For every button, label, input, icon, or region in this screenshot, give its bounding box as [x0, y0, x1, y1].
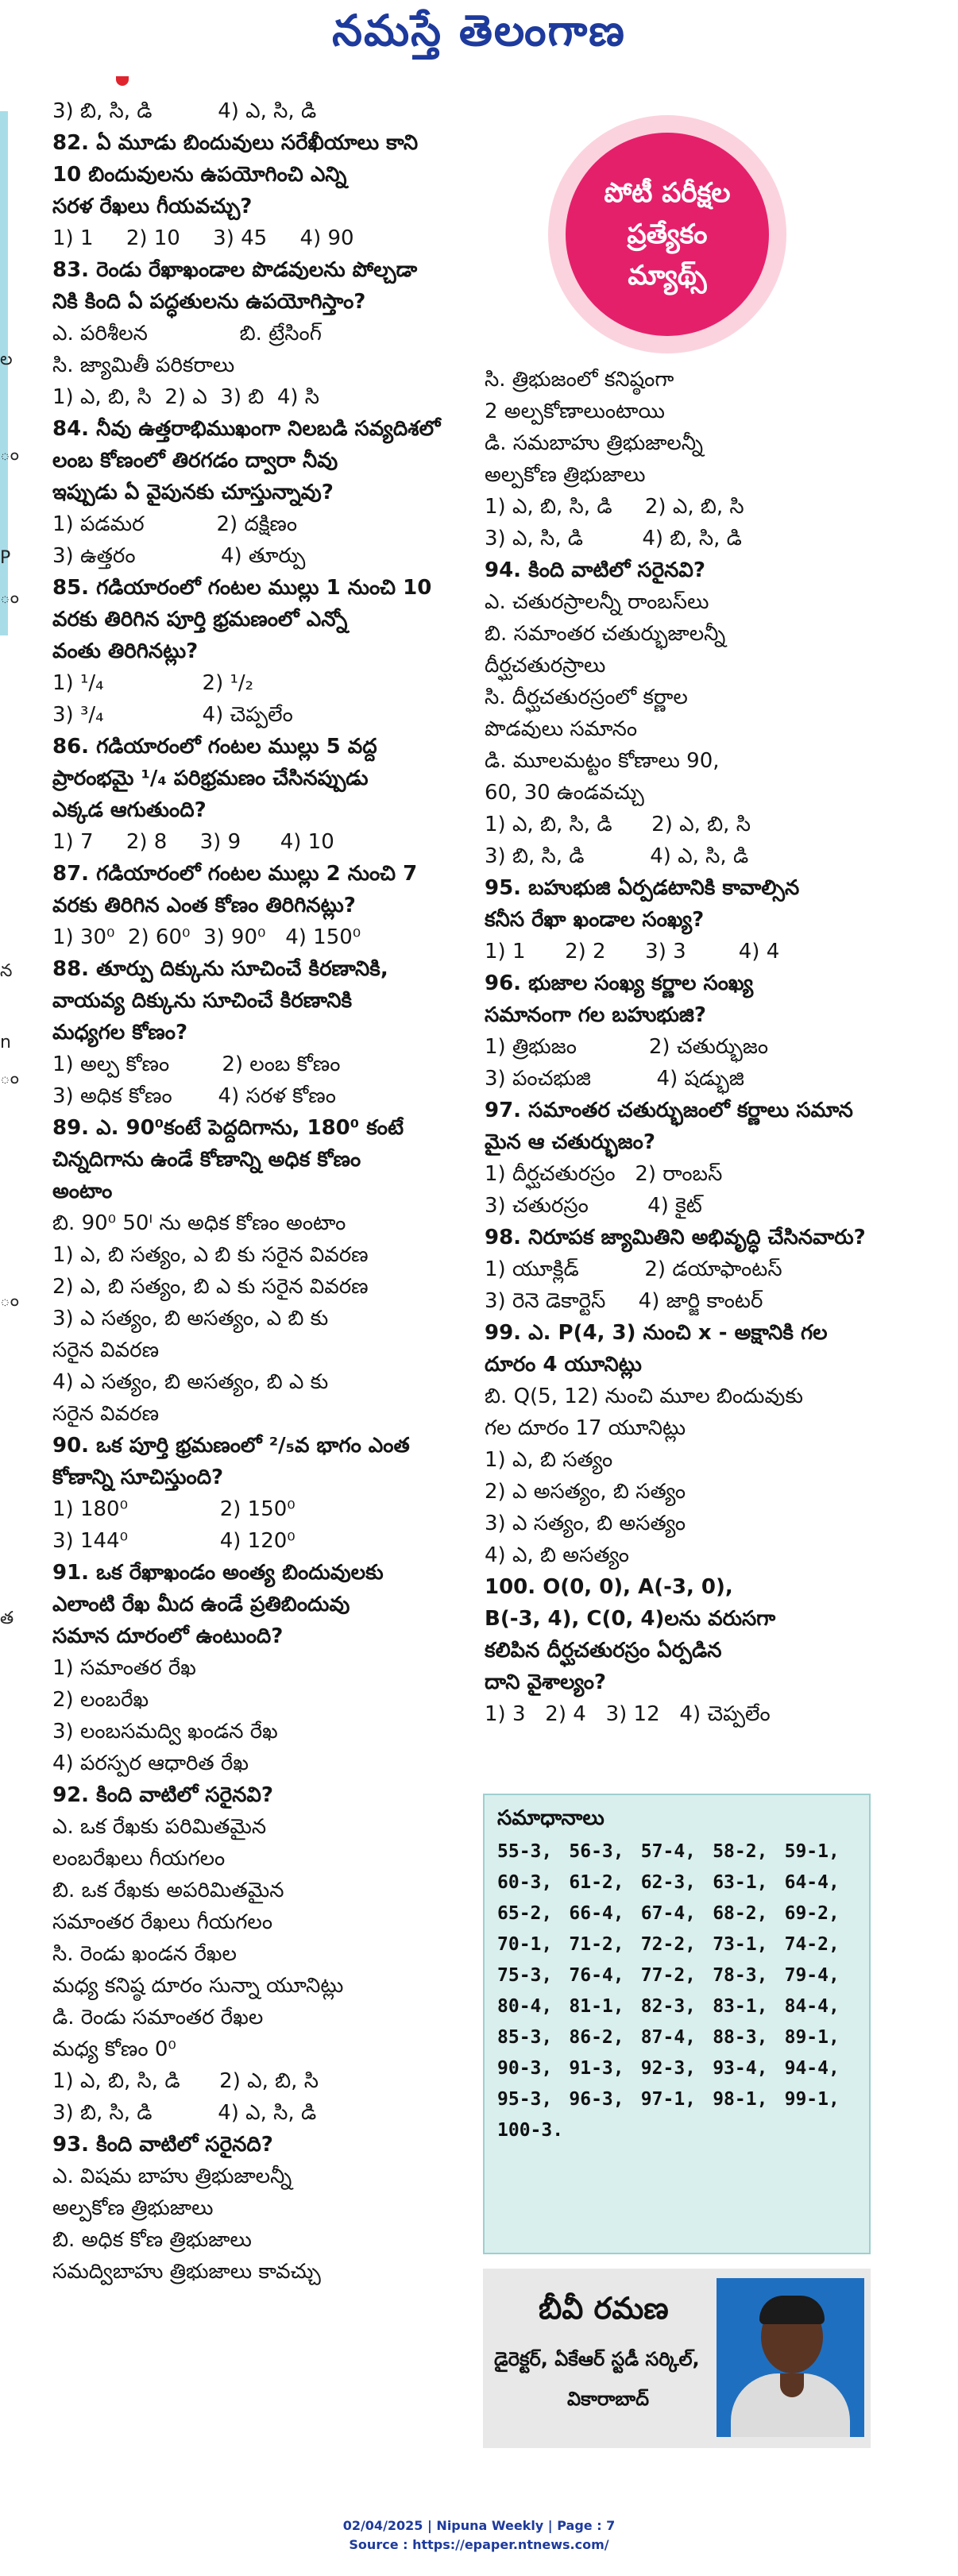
option-line: ఎ. పరిశీలన బి. ట్రేసింగ్: [52, 322, 322, 346]
question-text-continued: చిన్నదిగాను ఉండే కోణాన్ని అధిక కోణం: [52, 1148, 361, 1172]
option-line: 2 అల్పకోణాలుంటాయి: [485, 400, 665, 423]
answer-item: 89-1,: [784, 2027, 840, 2048]
question-text-continued: దాని వైశాల్యం?: [485, 1670, 606, 1694]
answer-item: 86-2,: [569, 2027, 624, 2048]
answer-item: 95-3,: [497, 2089, 553, 2110]
answer-item: 64-4,: [784, 1872, 840, 1893]
option-line: డి. సమబాహు త్రిభుజాలన్నీ: [485, 431, 703, 455]
question-line: [52, 953, 465, 985]
question-text-continued: 10 బిందువులను ఉపయోగించి ఎన్ని: [52, 163, 347, 187]
answer-item: 62-3,: [640, 1872, 697, 1893]
option-line: 3) ఉత్తరం 4) తూర్పు: [52, 544, 306, 568]
question-text: బహుభుజి ఏర్పడటానికి కావాల్సిన: [528, 876, 800, 900]
question-text-continued: నికి కింది ఏ పద్ధతులను ఉపయోగిస్తాం?: [52, 290, 366, 314]
option-line: 2) ఎ, బి సత్యం, బి ఎ కు సరైన వివరణ: [52, 1275, 369, 1299]
answer-item: 55-3,: [497, 1841, 553, 1862]
left-column: [52, 95, 465, 2288]
author-designation: డైరెక్టర్, ఏకేఆర్ స్టడీ సర్కిల్,: [494, 2348, 700, 2370]
option-line: 1) ఎ, బి, సి 2) ఎ 3) బి 4) సి: [52, 385, 320, 409]
question-number: 91.: [52, 1561, 97, 1585]
question-text-continued: మైన ఆ చతుర్భుజం?: [485, 1130, 655, 1154]
option-line: 3) పంచభుజి 4) షడ్భుజి: [485, 1067, 744, 1091]
question-number: 88.: [52, 957, 97, 981]
option-line: 1) 1 2) 2 3) 3 4) 4: [485, 940, 780, 964]
option-line: 1) 30⁰ 2) 60⁰ 3) 90⁰ 4) 150⁰: [52, 925, 361, 949]
option-line: సి. రెండు ఖండన రేఖల: [52, 1942, 237, 1966]
question-text: భుజాల సంఖ్య కర్ణాల సంఖ్య: [528, 971, 754, 995]
footer: [0, 2516, 958, 2555]
answer-item: 56-3,: [569, 1841, 624, 1862]
answer-item: 97-1,: [640, 2089, 697, 2110]
option-line: 3) 144⁰ 4) 120⁰: [52, 1529, 296, 1553]
question-number: 94.: [485, 558, 529, 582]
answer-item: 88-3,: [713, 2027, 768, 2048]
option-line: 1) 3 2) 4 3) 12 4) చెప్పలేం: [485, 1702, 771, 1726]
question-text-continued: కలిపిన దీర్ఘచతురస్రం ఏర్పడిన: [485, 1639, 722, 1663]
option-line: 1) ¹/₄ 2) ¹/₂: [52, 671, 254, 695]
question-number: 82.: [52, 131, 97, 155]
edge-character: ం: [0, 445, 19, 465]
question-line: [485, 1571, 882, 1603]
answer-item: 76-4,: [569, 1965, 624, 1986]
answer-item: 80-4,: [497, 1996, 553, 2017]
question-number: 96.: [485, 971, 529, 995]
footer-source: Source : https://epaper.ntnews.com/: [349, 2537, 609, 2552]
answer-item: 66-4,: [569, 1903, 624, 1924]
question-text-continued: ఇప్పుడు ఏ వైపునకు చూస్తున్నావు?: [52, 481, 334, 504]
option-line: 3) బి, సి, డి 4) ఎ, సి, డి: [52, 2101, 317, 2125]
question-line: [485, 967, 882, 999]
option-line: 1) ఎ, బి, సి, డి 2) ఎ, బి, సి: [485, 813, 751, 836]
question-number: 89.: [52, 1116, 97, 1140]
option-line: డి. రెండు సమాంతర రేఖల: [52, 2006, 264, 2030]
question-text-continued: సమాన దూరంలో ఉంటుంది?: [52, 1624, 284, 1648]
answer-item: 61-2,: [569, 1872, 624, 1893]
answer-item: 83-1,: [713, 1996, 768, 2017]
question-text-continued: ప్రారంభమై ¹/₄ పరిభ్రమణం చేసినప్పుడు: [52, 767, 369, 790]
option-line: 4) పరస్పర ఆధారిత రేఖ: [52, 1751, 249, 1775]
question-number: 85.: [52, 576, 97, 600]
question-number: 87.: [52, 862, 97, 886]
question-text: O(0, 0), A(-3, 0),: [543, 1575, 733, 1599]
answer-item: 70-1,: [497, 1934, 553, 1955]
option-line: పొడవులు సమానం: [485, 717, 638, 741]
option-line: డి. మూలమట్టం కోణాలు 90,: [485, 749, 720, 773]
answer-item: 65-2,: [497, 1903, 553, 1924]
question-number: 95.: [485, 876, 529, 900]
option-line: 2) లంబరేఖ: [52, 1688, 149, 1712]
question-text: గడియారంలో గంటల ముల్లు 5 వద్ద: [96, 735, 377, 759]
author-location: వికారాబాద్: [567, 2388, 650, 2410]
option-line: మధ్య కనిష్ఠ దూరం సున్నా యూనిట్లు: [52, 1974, 344, 1998]
option-line: 1) ఎ, బి, సి, డి 2) ఎ, బి, సి: [485, 495, 744, 519]
question-line: [52, 1557, 465, 1589]
edge-character: ం: [0, 1068, 19, 1088]
question-text-continued: సమానంగా గల బహుభుజి?: [485, 1003, 706, 1027]
question-number: 99.: [485, 1321, 529, 1345]
edge-character: P: [0, 548, 11, 568]
answer-item: 75-3,: [497, 1965, 553, 1986]
option-line: 60, 30 ఉండవచ్చు: [485, 781, 644, 805]
answer-item: 99-1,: [784, 2089, 840, 2110]
badge-line-3: మ్యాథ్స్: [628, 260, 707, 292]
footer-date-page: 02/04/2025 | Nipuna Weekly | Page : 7: [342, 2518, 616, 2533]
option-line: 4) ఎ సత్యం, బి అసత్యం, బి ఎ కు: [52, 1370, 329, 1394]
question-line: [52, 572, 465, 604]
question-line: [485, 1095, 882, 1126]
question-line: [52, 127, 465, 159]
option-line: 1) సమాంతర రేఖ: [52, 1656, 196, 1680]
question-text: గడియారంలో గంటల ముల్లు 2 నుంచి 7: [96, 862, 418, 886]
option-line: 1) అల్ప కోణం 2) లంబ కోణం: [52, 1052, 341, 1076]
answer-item: 90-3,: [497, 2058, 553, 2079]
answer-item: 100-3.: [497, 2120, 564, 2141]
answer-item: 82-3,: [640, 1996, 697, 2017]
question-line: [52, 254, 465, 286]
question-text-continued: కోణాన్ని సూచిస్తుంది?: [52, 1466, 224, 1489]
option-line: సరైన వివరణ: [52, 1402, 160, 1426]
question-text-continued: కనీస రేఖా ఖండాల సంఖ్య?: [485, 908, 705, 932]
author-name: బీవీ రమణ: [539, 2291, 669, 2326]
answer-item: 87-4,: [640, 2027, 697, 2048]
option-line: 3) ఎ, సి, డి 4) బి, సి, డి: [485, 527, 742, 550]
question-text-continued: వరకు తిరిగిన పూర్తి భ్రమణంలో ఎన్నో: [52, 608, 348, 631]
question-text-continued: లంబ కోణంలో తిరగడం ద్వారా నీవు: [52, 449, 338, 473]
question-text: గడియారంలో గంటల ముల్లు 1 నుంచి 10: [96, 576, 432, 600]
author-box: [483, 2269, 871, 2448]
right-column: [485, 364, 882, 1730]
option-line: లంబరేఖలు గీయగలం: [52, 1847, 226, 1871]
answer-item: 85-3,: [497, 2027, 553, 2048]
edge-character: ం: [0, 588, 19, 608]
question-line: [52, 1430, 465, 1462]
question-line: [52, 2129, 465, 2161]
question-number: 84.: [52, 417, 97, 441]
question-number: 83.: [52, 258, 97, 282]
edge-character: ల: [0, 350, 13, 369]
answer-item: 98-1,: [713, 2089, 768, 2110]
answers-grid: [497, 1841, 856, 2141]
answers-title: సమాధానాలు: [497, 1806, 605, 1830]
question-number: 90.: [52, 1434, 97, 1458]
option-line: 1) పడమర 2) దక్షిణం: [52, 512, 298, 536]
option-line: 1) త్రిభుజం 2) చతుర్భుజం: [485, 1035, 769, 1059]
answer-item: 93-4,: [713, 2058, 768, 2079]
option-line: బి. ఒక రేఖకు అపరిమితమైన: [52, 1879, 284, 1902]
question-line: [485, 1317, 882, 1349]
option-line: 1) దీర్ఘచతురస్రం 2) రాంబస్: [485, 1162, 723, 1186]
option-line: 1) 7 2) 8 3) 9 4) 10: [52, 830, 334, 854]
option-line: సమాంతర రేఖలు గీయగలం: [52, 1910, 273, 1934]
option-line: సి. జ్యామితీ పరికరాలు: [52, 353, 235, 377]
question-text-continued: వాయవ్య దిక్కును సూచించే కిరణానికి: [52, 989, 353, 1013]
answer-item: 69-2,: [784, 1903, 840, 1924]
option-line: ఎ. విషమ బాహు త్రిభుజాలన్నీ: [52, 2165, 292, 2188]
option-line: సరైన వివరణ: [52, 1338, 160, 1362]
option-line: 3) రెనె డెకార్టెస్ 4) జార్జి కాంటర్: [485, 1289, 763, 1313]
answer-item: 63-1,: [713, 1872, 768, 1893]
answer-item: 71-2,: [569, 1934, 624, 1955]
question-text-continued: ఎక్కడ ఆగుతుంది?: [52, 798, 207, 822]
question-text-continued: సరళ రేఖలు గీయవచ్చు?: [52, 195, 253, 218]
question-text-continued: అంటాం: [52, 1180, 113, 1203]
answer-item: 58-2,: [713, 1841, 768, 1862]
masthead: నమస్తే తెలంగాణ: [332, 6, 626, 56]
answer-item: 94-4,: [784, 2058, 840, 2079]
option-line: 3) ³/₄ 4) చెప్పలేం: [52, 703, 293, 727]
answer-item: 72-2,: [640, 1934, 697, 1955]
question-text-continued: మధ్యగల కోణం?: [52, 1021, 188, 1045]
question-text: ఏ మూడు బిందువులు సరేఖీయాలు కాని: [96, 131, 419, 155]
question-line: [52, 413, 465, 445]
option-line: దీర్ఘచతురస్రాలు: [485, 654, 606, 678]
question-text-continued: దూరం 4 యూనిట్లు: [485, 1353, 642, 1377]
answer-item: 59-1,: [784, 1841, 840, 1862]
option-line: మధ్య కోణం 0⁰: [52, 2037, 176, 2061]
question-text: ఎ. P(4, 3) నుంచి x - అక్షానికి గల: [528, 1321, 828, 1345]
question-text-continued: B(-3, 4), C(0, 4)లను వరుసగా: [485, 1607, 776, 1631]
answer-item: 79-4,: [784, 1965, 840, 1986]
answer-item: 67-4,: [640, 1903, 697, 1924]
option-line: 1) 180⁰ 2) 150⁰: [52, 1497, 296, 1521]
option-line: బి. అధిక కోణ త్రిభుజాలు: [52, 2228, 252, 2252]
option-line: 3) ఎ సత్యం, బి అసత్యం: [485, 1512, 686, 1535]
badge-line-1: పోటీ పరీక్షల: [604, 177, 731, 209]
option-line: 1) ఎ, బి, సి, డి 2) ఎ, బి, సి: [52, 2069, 319, 2093]
option-line: సి. త్రిభుజంలో కనిష్ఠంగా: [485, 368, 674, 392]
badge-line-2: ప్రత్యేకం: [627, 218, 708, 250]
question-line: [485, 1222, 882, 1253]
option-line: ఎ. ఒక రేఖకు పరిమితమైన: [52, 1815, 267, 1839]
option-line: 3) ఎ సత్యం, బి అసత్యం, ఎ బి కు: [52, 1307, 329, 1330]
answer-item: 81-1,: [569, 1996, 624, 2017]
question-text: కింది వాటిలో సరైనది?: [96, 2133, 273, 2157]
option-line: 3) బి, సి, డి 4) ఎ, సి, డి: [485, 844, 749, 868]
question-text: ఒక పూర్తి భ్రమణంలో ²/₅వ భాగం ఎంత: [96, 1434, 410, 1458]
question-line: [52, 1112, 465, 1144]
option-line: 3) అధిక కోణం 4) సరళ కోణం: [52, 1084, 336, 1108]
question-text-continued: వరకు తిరిగిన ఎంత కోణం తిరిగినట్లు?: [52, 894, 356, 917]
answer-item: 77-2,: [640, 1965, 697, 1986]
question-number: 97.: [485, 1099, 529, 1122]
answer-item: 60-3,: [497, 1872, 553, 1893]
option-line: 1) ఎ, బి సత్యం, ఎ బి కు సరైన వివరణ: [52, 1243, 369, 1267]
option-line: 3) బి, సి, డి 4) ఎ, సి, డి: [52, 99, 317, 123]
answer-item: 91-3,: [569, 2058, 624, 2079]
question-text: నిరూపక జ్యామితిని అభివృద్ధి చేసినవారు?: [528, 1226, 866, 1249]
question-text: ఒక రేఖాఖండం అంత్య బిందువులకు: [96, 1561, 384, 1585]
question-number: 100.: [485, 1575, 543, 1599]
answer-item: 57-4,: [640, 1841, 697, 1862]
answers-box: [483, 1794, 871, 2254]
question-number: 92.: [52, 1783, 97, 1807]
question-line: [52, 1779, 465, 1811]
answer-item: 74-2,: [784, 1934, 840, 1955]
question-text: కింది వాటిలో సరైనవి?: [96, 1783, 273, 1807]
badge-inner-circle: [566, 133, 769, 336]
answer-item: 84-4,: [784, 1996, 840, 2017]
question-text-continued: ఎలాంటి రేఖ మీద ఉండే ప్రతిబిందువు: [52, 1593, 350, 1616]
answer-item: 73-1,: [713, 1934, 768, 1955]
red-marker: [116, 76, 129, 86]
author-photo: [717, 2278, 864, 2437]
edge-character: ం: [0, 1291, 19, 1311]
section-badge: [548, 115, 786, 353]
option-line: 3) లంబసమద్వి ఖండన రేఖ: [52, 1720, 278, 1744]
option-line: 1) ఎ, బి సత్యం: [485, 1448, 613, 1472]
option-line: గల దూరం 17 యూనిట్లు: [485, 1416, 686, 1440]
question-line: [485, 872, 882, 904]
question-number: 93.: [52, 2133, 97, 2157]
question-text: తూర్పు దిక్కును సూచించే కిరణానికి,: [96, 957, 388, 981]
option-line: 3) చతురస్రం 4) కైట్: [485, 1194, 702, 1218]
question-text: నీవు ఉత్తరాభిముఖంగా నిలబడి సవ్యదిశలో: [96, 417, 441, 441]
option-line: సి. దీర్ఘచతురస్రంలో కర్ణాల: [485, 686, 688, 709]
question-line: [52, 731, 465, 763]
option-line: బి. సమాంతర చతుర్భుజాలన్నీ: [485, 622, 726, 646]
option-line: 1) 1 2) 10 3) 45 4) 90: [52, 226, 354, 250]
option-line: అల్పకోణ త్రిభుజాలు: [52, 2196, 214, 2220]
answer-item: 92-3,: [640, 2058, 697, 2079]
question-line: [485, 554, 882, 586]
question-number: 86.: [52, 735, 97, 759]
option-line: 1) యూక్లిడ్ 2) డయాఫాంటస్: [485, 1257, 782, 1281]
answer-item: 68-2,: [713, 1903, 768, 1924]
option-line: ఎ. చతురస్రాలన్నీ రాంబస్‌లు: [485, 590, 709, 614]
edge-character: త: [0, 1609, 14, 1628]
question-text: రెండు రేఖాఖండాల పొడవులను పోల్చడా: [96, 258, 418, 282]
answer-item: 96-3,: [569, 2089, 624, 2110]
edge-character: న: [0, 961, 13, 981]
answer-item: 78-3,: [713, 1965, 768, 1986]
edge-character: n: [0, 1033, 11, 1052]
question-text: సమాంతర చతుర్భుజంలో కర్ణాలు సమాన: [528, 1099, 853, 1122]
question-number: 98.: [485, 1226, 529, 1249]
option-line: అల్పకోణ త్రిభుజాలు: [485, 463, 646, 487]
option-line: బి. Q(5, 12) నుంచి మూల బిందువుకు: [485, 1385, 804, 1408]
option-line: బి. 90⁰ 50ᴵ ను అధిక కోణం అంటాం: [52, 1211, 346, 1235]
question-text: కింది వాటిలో సరైనవి?: [528, 558, 705, 582]
question-line: [52, 858, 465, 890]
option-line: 2) ఎ అసత్యం, బి సత్యం: [485, 1480, 686, 1504]
question-text-continued: వంతు తిరిగినట్లు?: [52, 639, 199, 663]
option-line: సమద్విబాహు త్రిభుజాలు కావచ్చు: [52, 2260, 321, 2284]
option-line: 4) ఎ, బి అసత్యం: [485, 1543, 629, 1567]
question-text: ఎ. 90⁰కంటే పెద్దదిగాను, 180⁰ కంటే: [96, 1116, 404, 1140]
